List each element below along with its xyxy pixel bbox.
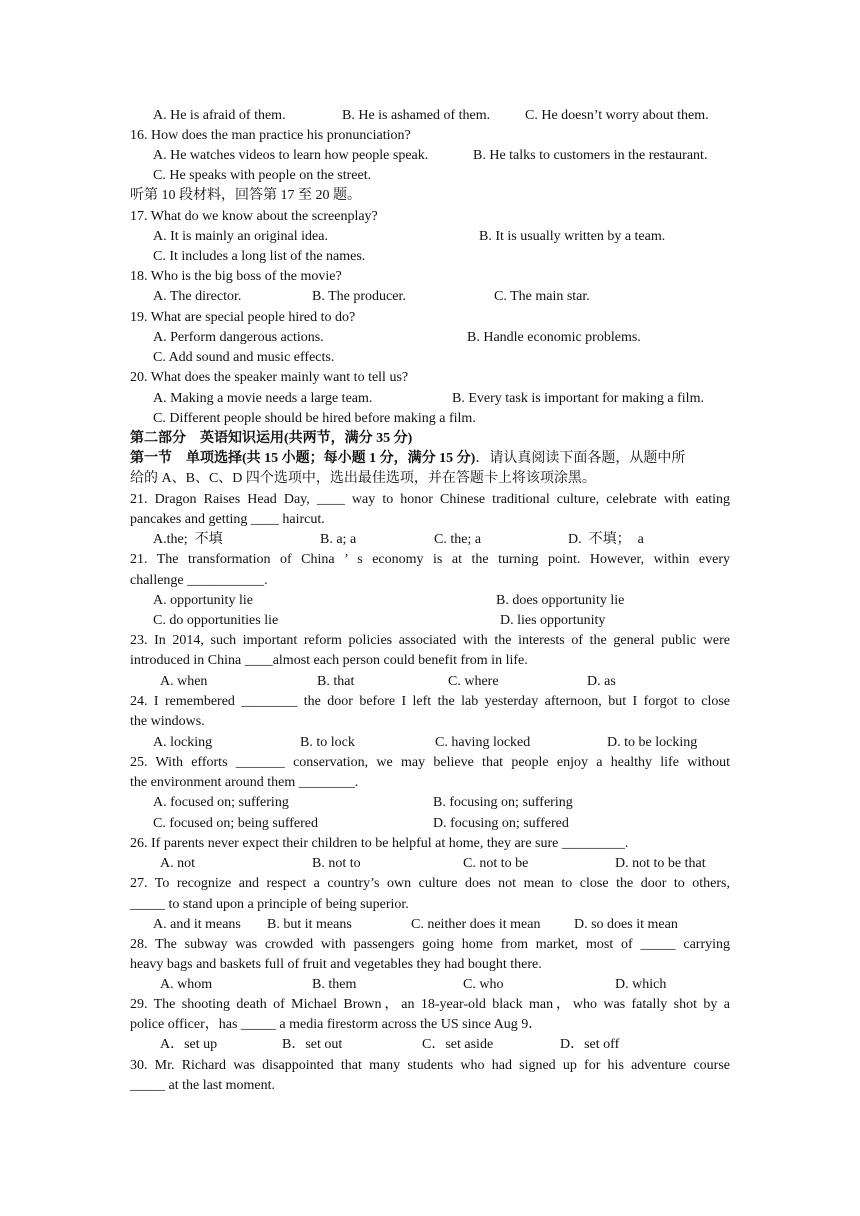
option-b: B. a; a [320,532,357,547]
q27-stem-line2: _____ to stand upon a principle of being superior. [130,897,409,912]
q20-option-c: C. Different people should be hired before making a film. [153,411,476,426]
q23-stem-line1: 23. In 2014, such important reform policies associated with the interests of the general public were [130,633,730,648]
q15-options [153,106,753,126]
part2-heading: 第二部分 英语知识运用(共两节，满分 35 分) [130,431,413,446]
q21b-options-row1 [153,591,753,611]
option-b: B. Every task is important for making a film. [452,391,704,406]
q25-stem-line1: 25. With efforts _______ conservation, we may believe that people enjoy a healthy life without [130,755,730,770]
section1-instruction-part1: ．请认真阅读下面各题，从题中所 [475,451,686,466]
q16-stem: 16. How does the man practice his pronunciation? [130,128,411,143]
option-d: D. focusing on; suffered [433,816,569,831]
option-d: D. which [615,977,667,992]
section1-heading: 第一节 单项选择(共 15 小题；每小题 1 分，满分 15 分) [130,451,476,466]
q19-options-row1 [153,328,753,348]
option-d: D. 不填； a [568,532,644,547]
option-c: C. who [463,977,504,992]
q16-option-c: C. He speaks with people on the street. [153,168,372,183]
option-c: C. having locked [435,735,531,750]
option-d: D. not to be that [615,856,706,871]
q21a-stem-line2: pancakes and getting ____ haircut. [130,512,325,527]
q21a-stem-line1: 21. Dragon Raises Head Day, ____ way to honor Chinese traditional culture, celebrate with eating [130,492,730,507]
section1-heading-line [130,449,730,469]
q29-stem-line2: police officer，has _____ a media firestorm across the US since Aug 9． [130,1017,543,1032]
q21a-options [153,530,753,550]
option-c: C. The main star. [494,289,590,304]
q20-options-row1 [153,389,753,409]
q28-options [160,975,760,995]
option-b: B. It is usually written by a team. [479,229,666,244]
option-d: D. so does it mean [574,917,678,932]
q28-stem-line1: 28. The subway was crowded with passengers going home from market, most of _____ carrying [130,937,730,952]
option-d: D．set off [560,1037,620,1052]
option-a: A. He watches videos to learn how people speak. [153,148,429,163]
option-b: B. but it means [267,917,352,932]
option-b: B. not to [312,856,361,871]
option-a: A. Making a movie needs a large team. [153,391,373,406]
q21b-stem-line1: 21. The transformation of China ’ s economy is at the turning point. However, within every [130,552,730,567]
q24-stem-line2: the windows. [130,714,205,729]
q29-options [160,1035,760,1055]
option-b: B. focusing on; suffering [433,795,573,810]
q30-stem-line2: _____ at the last moment. [130,1078,276,1093]
q24-options [153,733,753,753]
option-a: A. and it means [153,917,241,932]
option-c: C. focused on; being suffered [153,816,318,831]
option-b: B．set out [282,1037,343,1052]
q17-option-c: C. It includes a long list of the names. [153,249,366,264]
option-c: C. do opportunities lie [153,613,279,628]
option-a: A. whom [160,977,213,992]
option-a: A.the; 不填 [153,532,223,547]
q18-options [153,287,753,307]
option-d: D. as [587,674,616,689]
option-b: B. to lock [300,735,355,750]
option-a: A. not [160,856,195,871]
q29-stem-line1: 29. The shooting death of Michael Brown，an 18-year-old black man，who was fatally shot by a [130,997,730,1012]
option-c: C. He doesn’t worry about them. [525,108,709,123]
option-a: A. The director. [153,289,242,304]
option-a: A. focused on; suffering [153,795,289,810]
q25-options-row2 [153,814,753,834]
q27-stem-line1: 27. To recognize and respect a country’s own culture does not mean to close the door to others, [130,876,730,891]
option-a: A. It is mainly an original idea. [153,229,328,244]
q26-options [160,854,760,874]
q25-stem-line2: the environment around them ________. [130,775,359,790]
option-b: B. He talks to customers in the restaurant. [473,148,708,163]
q19-option-c: C. Add sound and music effects. [153,350,335,365]
option-b: B. The producer. [312,289,406,304]
q20-stem: 20. What does the speaker mainly want to tell us? [130,370,409,385]
q28-stem-line2: heavy bags and baskets full of fruit and vegetables they had bought there. [130,957,542,972]
option-d: D. lies opportunity [500,613,606,628]
q25-options-row1 [153,793,753,813]
section1-instruction-part2: 给的 A、B、C、D 四个选项中，选出最佳选项，并在答题卡上将该项涂黑。 [130,471,596,486]
q17-stem: 17. What do we know about the screenplay? [130,209,378,224]
option-a: A．set up [160,1037,218,1052]
option-a: A. when [160,674,208,689]
q23-options [160,672,760,692]
option-b: B. them [312,977,357,992]
q17-options-row1 [153,227,753,247]
material-10-instruction: 听第 10 段材料，回答第 17 至 20 题。 [130,188,361,203]
option-b: B. Handle economic problems. [467,330,641,345]
option-b: B. that [317,674,355,689]
q23-stem-line2: introduced in China ____almost each person could benefit from in life. [130,653,528,668]
q26-stem-line1: 26. If parents never expect their children to be helpful at home, they are sure _________. [130,836,629,851]
q19-stem: 19. What are special people hired to do? [130,310,356,325]
q30-stem-line1: 30. Mr. Richard was disappointed that many students who had signed up for his adventure course [130,1058,730,1073]
q27-options [153,915,753,935]
option-b: B. does opportunity lie [496,593,625,608]
option-c: C. the; a [434,532,482,547]
option-a: A. Perform dangerous actions. [153,330,324,345]
q16-options-row1 [153,146,753,166]
option-b: B. He is ashamed of them. [342,108,491,123]
option-c: C. neither does it mean [411,917,541,932]
q21b-options-row2 [153,611,753,631]
option-a: A. locking [153,735,213,750]
option-c: C．set aside [422,1037,494,1052]
option-c: C. where [448,674,499,689]
option-d: D. to be locking [607,735,698,750]
option-c: C. not to be [463,856,529,871]
q24-stem-line1: 24. I remembered ________ the door before I left the lab yesterday afternoon, but I forgot to close [130,694,730,709]
q21b-stem-line2: challenge ___________. [130,573,268,588]
q18-stem: 18. Who is the big boss of the movie? [130,269,342,284]
option-a: A. opportunity lie [153,593,253,608]
option-a: A. He is afraid of them. [153,108,286,123]
